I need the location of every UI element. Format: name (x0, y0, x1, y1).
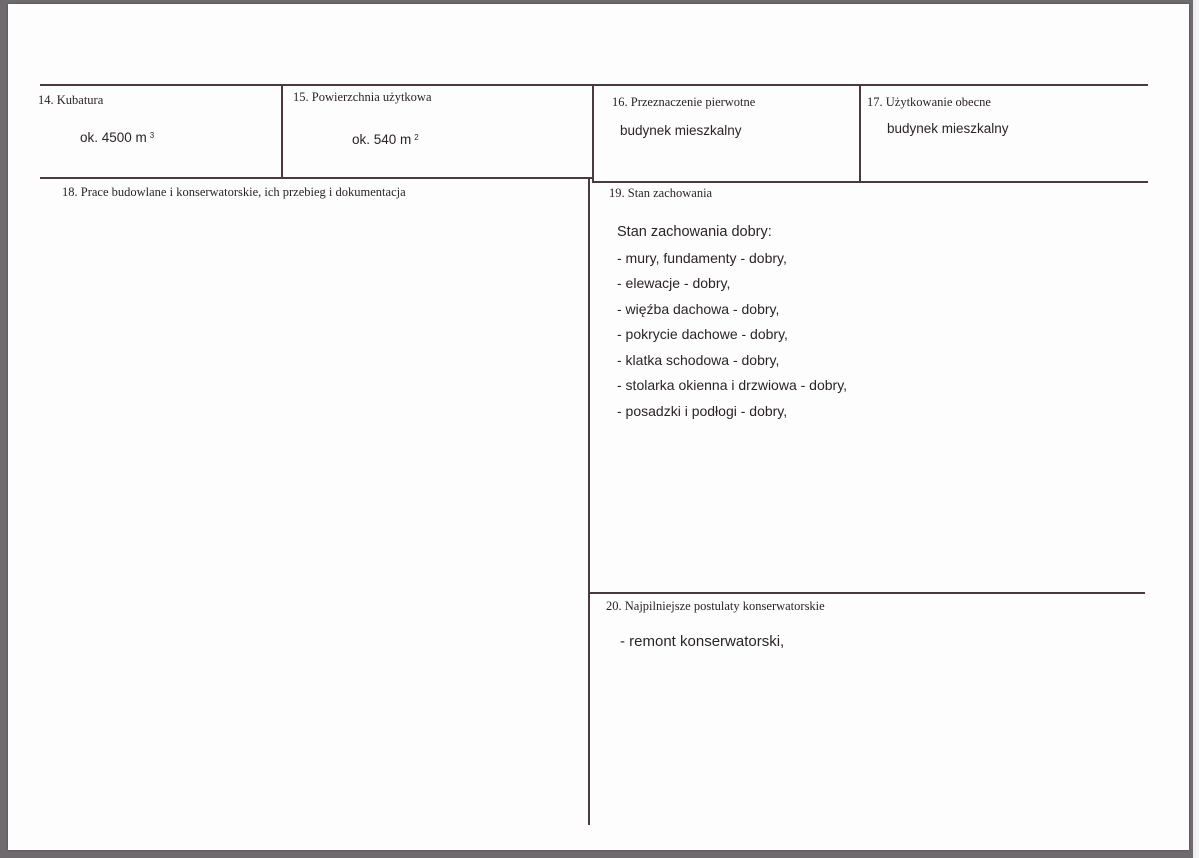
row1-top-line (40, 84, 1148, 86)
condition-line: - stolarka okienna i drzwiowa - dobry, (617, 377, 848, 393)
field-19-label: 19. Stan zachowania (609, 186, 713, 200)
row1-bottom-line-right (592, 181, 1148, 183)
divider-19-20 (588, 592, 1145, 594)
field-16-label: 16. Przeznaczenie pierwotne (612, 95, 756, 109)
field-14-unit-exponent: 3 (149, 131, 155, 140)
row1-bottom-line (40, 177, 592, 179)
condition-line: - mury, fundamenty - dobry, (617, 249, 787, 266)
condition-line: - posadzki i podłogi - dobry, (617, 402, 788, 419)
divider-14-15 (281, 84, 283, 177)
condition-list (617, 220, 847, 424)
field-17-label: 17. Użytkowanie obecne (867, 95, 991, 109)
condition-line: - pokrycie dachowe - dobry, (617, 326, 788, 342)
condition-line: - elewacje - dobry, (617, 275, 731, 291)
condition-line: Stan zachowania dobry: (617, 224, 772, 240)
field-15-unit-exponent: 2 (414, 133, 419, 142)
divider-18-19 (588, 177, 590, 825)
condition-line: - więźba dachowa - dobry, (617, 300, 780, 317)
divider-16-17 (859, 84, 861, 181)
field-18-label: 18. Prace budowlane i konserwatorskie, ich przebieg i dokumentacja (62, 185, 406, 199)
field-15-value-text: ok. 540 m (352, 132, 412, 147)
field-16-value: budynek mieszkalny (620, 123, 742, 138)
field-20-label: 20. Najpilniejsze postulaty konserwatorskie (606, 599, 825, 613)
field-20-value: - remont konserwatorski, (620, 633, 785, 650)
field-14-label: 14. Kubatura (38, 93, 104, 107)
document-page (8, 4, 1189, 850)
field-15-label: 15. Powierzchnia użytkowa (293, 90, 432, 104)
field-14-value (80, 130, 154, 145)
page-edge (1193, 0, 1199, 858)
divider-15-16 (592, 84, 594, 181)
field-15-value (352, 132, 419, 147)
condition-line: - klatka schodowa - dobry, (617, 351, 780, 368)
field-17-value: budynek mieszkalny (887, 121, 1009, 136)
field-14-value-text: ok. 4500 m (80, 130, 147, 145)
